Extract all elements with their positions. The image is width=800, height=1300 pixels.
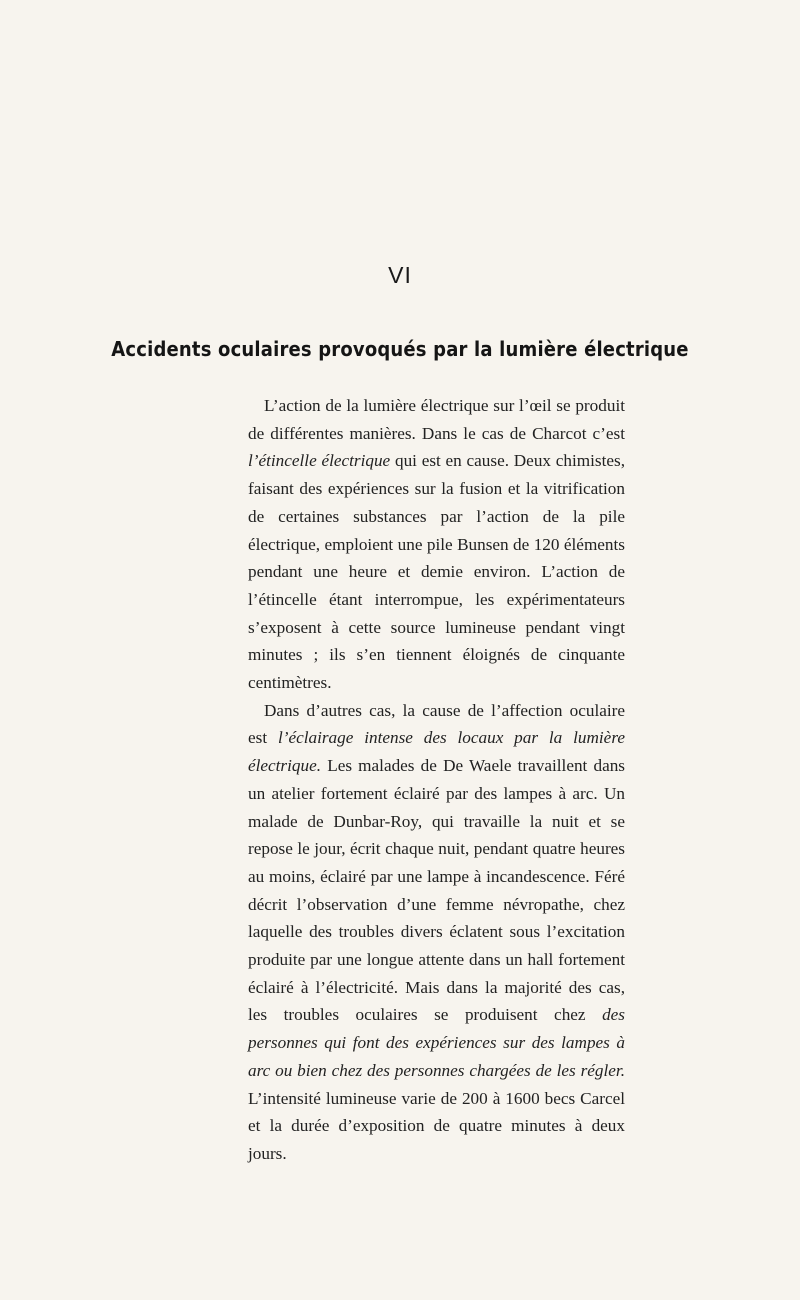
text-run: L’action de la lumière électrique sur l’œil se produit de différentes manières. Dans le cas de Charcot c’est (248, 396, 625, 443)
paragraph-1 (248, 392, 625, 697)
italic-run: l’éclairage intense des locaux par la lumière électrique. (248, 728, 625, 776)
text-run: qui est en cause. Deux chimistes, faisant des expériences sur la fusion et la vitrification de certaines substances par l’action de la pile électrique, emploient une pile Bunsen de 120 éléments pendant une heure et demie environ. L’action de l’étincelle étant interrompue, les expérimentateurs s’exposent à cette source lumineuse pendant vingt minutes ; ils s’en tiennent éloignés de cinquante centimètres. (248, 451, 625, 693)
text-run: L’intensité lumineuse varie de 200 à 1600 becs Carcel et la durée d’exposition de quatre minutes à deux jours. (248, 1088, 625, 1163)
paragraph-2 (248, 697, 625, 1168)
body-text (248, 392, 625, 1168)
italic-run: l’étincelle électrique (248, 451, 391, 471)
text-run: Dans d’autres cas, la cause de l’affection oculaire est (248, 700, 625, 748)
chapter-number: VI (388, 262, 412, 288)
italic-run: des personnes qui font des expériences sur des lampes à arc ou bien chez des personnes chargées de les régler. (248, 1005, 625, 1080)
text-run: Les malades de De Waele travaillent dans un atelier fortement éclairé par des lampes à arc. Un malade de Dunbar-Roy, qui travaille la nuit et se repose le jour, écrit chaque nuit, pendant quatre heures au moins, éclairé par une lampe à incandescence. Féré décrit l’observation d’une femme névropathe, chez laquelle des troubles divers éclatent sous l’excitation produite par une longue attente dans un hall fortement éclairé à l’électricité. Mais dans la majorité des cas, les troubles oculaires se produisent chez (248, 756, 625, 1025)
chapter-title: Accidents oculaires provoqués par la lumière électrique (111, 337, 689, 361)
